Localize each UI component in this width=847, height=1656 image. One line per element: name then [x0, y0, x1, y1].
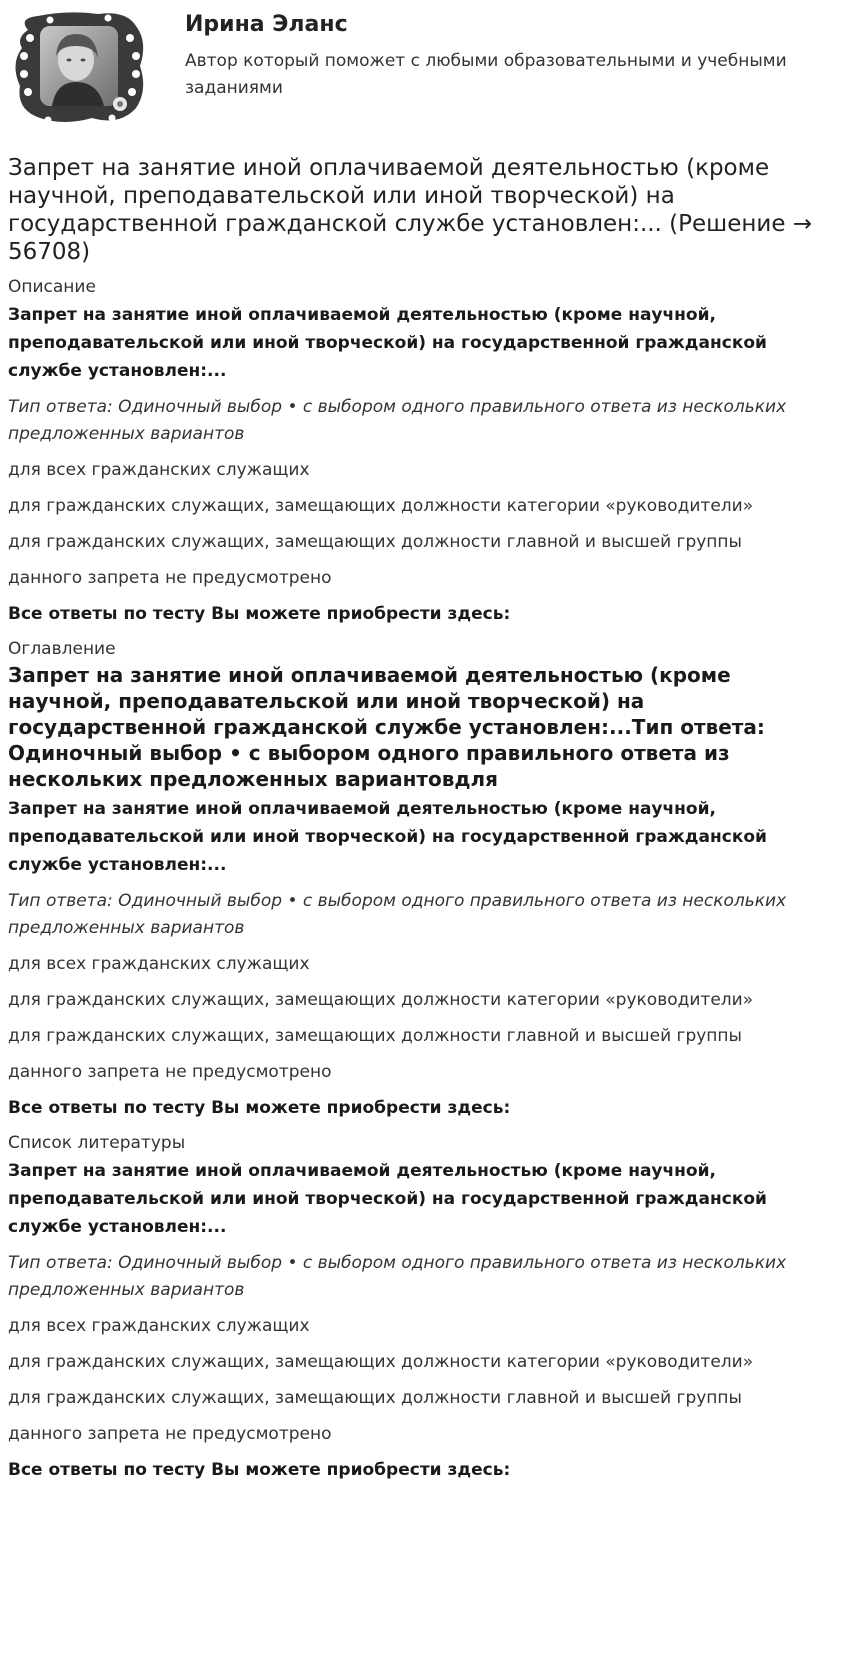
toc-section	[8, 638, 835, 1122]
answer-option: для гражданских служащих, замещающих должности главной и высшей группы	[8, 1388, 742, 1408]
answer-option: для гражданских служащих, замещающих должности главной и высшей группы	[8, 1026, 742, 1046]
buy-answers-text: Все ответы по тесту Вы можете приобрести здесь:	[8, 1098, 511, 1118]
answer-option: для всех гражданских служащих	[8, 1316, 310, 1336]
answer-option: для гражданских служащих, замещающих должности главной и высшей группы	[8, 532, 742, 552]
section-label: Описание	[8, 277, 96, 297]
answer-option: для гражданских служащих, замещающих должности категории «руководители»	[8, 1352, 754, 1372]
page-title: Запрет на занятие иной оплачиваемой деятельностью (кроме научной, преподавательской или иной творческой) на государственной гражданской службе установлен:... (Решение → 56708)	[8, 155, 813, 265]
buy-answers-text: Все ответы по тесту Вы можете приобрести здесь:	[8, 604, 511, 624]
answer-type: Тип ответа: Одиночный выбор • с выбором одного правильного ответа из нескольких предложенных вариантов	[8, 1253, 787, 1300]
buy-answers-text: Все ответы по тесту Вы можете приобрести здесь:	[8, 1460, 511, 1480]
avatar-film-frame-icon	[8, 8, 150, 128]
question-text: Запрет на занятие иной оплачиваемой деятельностью (кроме научной, преподавательской или иной творческой) на государственной гражданской службе установлен:...	[8, 305, 767, 381]
answer-type: Тип ответа: Одиночный выбор • с выбором одного правильного ответа из нескольких предложенных вариантов	[8, 397, 787, 444]
answer-option: данного запрета не предусмотрено	[8, 1424, 332, 1444]
section-label: Оглавление	[8, 639, 116, 659]
answer-option: для гражданских служащих, замещающих должности категории «руководители»	[8, 990, 754, 1010]
author-info	[185, 8, 805, 102]
author-description: Автор который поможет с любыми образовательными и учебными заданиями	[185, 51, 787, 98]
answer-option: для всех гражданских служащих	[8, 954, 310, 974]
question-text: Запрет на занятие иной оплачиваемой деятельностью (кроме научной, преподавательской или иной творческой) на государственной гражданской службе установлен:...	[8, 1161, 767, 1237]
author-card	[8, 8, 835, 136]
toc-heading: Запрет на занятие иной оплачиваемой деятельностью (кроме научной, преподавательской или иной творческой) на государственной гражданской службе установлен:...Тип ответа: Одиночный выбор • с выбором одного правильного ответа из нескольких предложенных вариантовдля	[8, 663, 765, 791]
answer-option: для гражданских служащих, замещающих должности категории «руководители»	[8, 496, 754, 516]
answer-type: Тип ответа: Одиночный выбор • с выбором одного правильного ответа из нескольких предложенных вариантов	[8, 891, 787, 938]
avatar[interactable]	[8, 8, 150, 128]
references-section	[8, 1132, 835, 1484]
question-text: Запрет на занятие иной оплачиваемой деятельностью (кроме научной, преподавательской или иной творческой) на государственной гражданской службе установлен:...	[8, 799, 767, 875]
answer-option: данного запрета не предусмотрено	[8, 568, 332, 588]
description-section	[8, 276, 835, 628]
answer-option: данного запрета не предусмотрено	[8, 1062, 332, 1082]
section-label: Список литературы	[8, 1133, 186, 1153]
answer-option: для всех гражданских служащих	[8, 460, 310, 480]
author-name[interactable]: Ирина Эланс	[185, 12, 348, 37]
